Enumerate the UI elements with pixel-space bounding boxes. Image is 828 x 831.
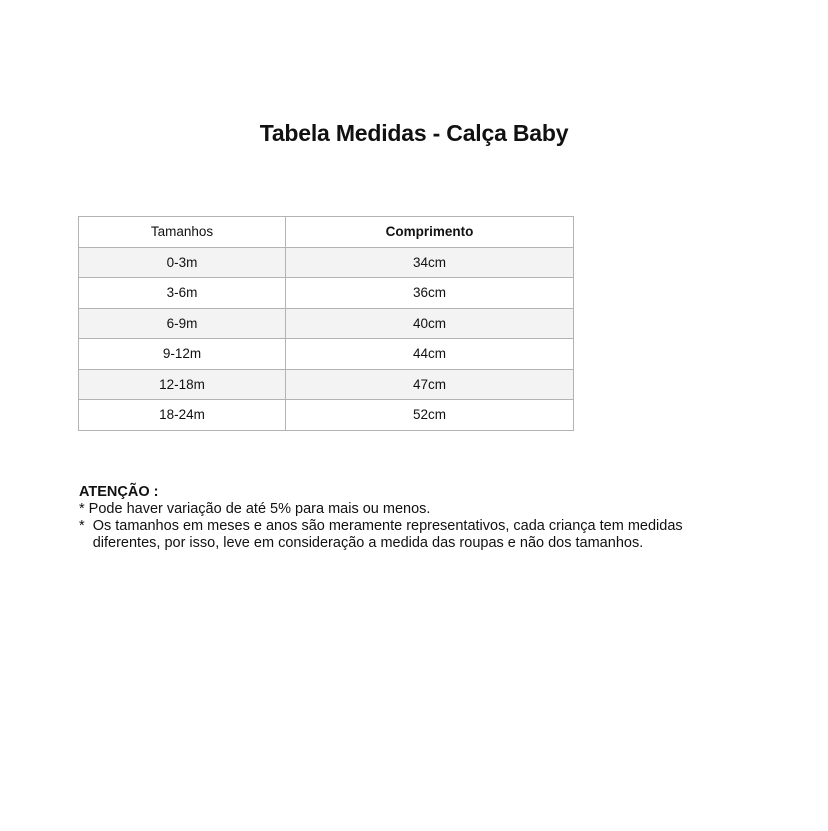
- size-table: [78, 216, 574, 431]
- attention-notes: [79, 484, 739, 552]
- length-cell: 40cm: [286, 308, 574, 339]
- length-cell: 34cm: [286, 247, 574, 278]
- table-row: [79, 369, 574, 400]
- note-item: [79, 518, 739, 552]
- table-row: [79, 339, 574, 370]
- header-comprimento: Comprimento: [286, 217, 574, 248]
- length-cell: 47cm: [286, 369, 574, 400]
- length-cell: 36cm: [286, 278, 574, 309]
- size-cell: 0-3m: [79, 247, 286, 278]
- notes-heading: ATENÇÃO :: [79, 484, 159, 500]
- table-header-row: [79, 217, 574, 248]
- note-item: [79, 501, 739, 518]
- size-cell: 12-18m: [79, 369, 286, 400]
- table-row: [79, 278, 574, 309]
- size-cell: 9-12m: [79, 339, 286, 370]
- note-text: Os tamanhos em meses e anos são meramente representativos, cada criança tem medidas diferentes, por isso, leve em consideração a medida das roupas e não dos tamanhos.: [92, 518, 683, 551]
- table-row: [79, 308, 574, 339]
- note-bullet: *: [79, 518, 93, 534]
- page-title: Tabela Medidas - Calça Baby: [259, 120, 569, 146]
- size-cell: 18-24m: [79, 400, 286, 431]
- note-bullet: *: [79, 501, 89, 517]
- length-cell: 44cm: [286, 339, 574, 370]
- note-text: Pode haver variação de até 5% para mais ou menos.: [88, 501, 431, 517]
- size-cell: 3-6m: [79, 278, 286, 309]
- header-tamanhos: Tamanhos: [79, 217, 286, 248]
- table-row: [79, 247, 574, 278]
- size-cell: 6-9m: [79, 308, 286, 339]
- length-cell: 52cm: [286, 400, 574, 431]
- table-row: [79, 400, 574, 431]
